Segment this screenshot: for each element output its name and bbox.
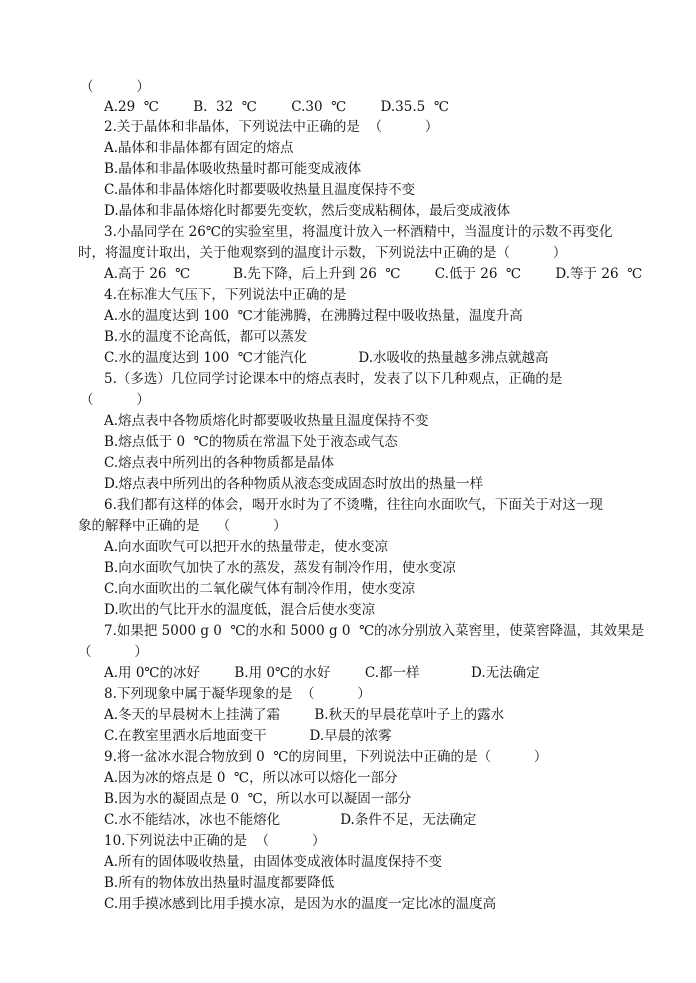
q6-option-a: A.向水面吹气可以把开水的热量带走，使水变凉 [104, 539, 389, 555]
q10-option-c: C.用手摸冰感到比用手摸水凉，是因为水的温度一定比冰的温度高 [104, 896, 497, 912]
q5-option-c: C.熔点表中所列出的各种物质都是晶体 [104, 455, 335, 471]
q2-option-d: D.晶体和非晶体熔化时都要先变软，然后变成粘稠体，最后变成液体 [104, 203, 511, 219]
q8-stem: 8.下列现象中属于凝华现象的是 （ ） [104, 686, 371, 702]
q4-option-a: A.水的温度达到 100 ℃才能沸腾，在沸腾过程中吸收热量，温度升高 [104, 308, 523, 324]
q6-stem-line1: 6.我们都有这样的体会，喝开水时为了不烫嘴，往往向水面吹气，下面关于对这一现 [104, 497, 603, 513]
q6-option-b: B.向水面吹气加快了水的蒸发，蒸发有制冷作用，使水变凉 [104, 560, 456, 576]
q5-stem: 5.（多选）几位同学讨论课本中的熔点表时，发表了以下几种观点，正确的是 [104, 371, 563, 387]
q5-option-d: D.熔点表中所列出的各种物质从液态变成固态时放出的热量一样 [104, 476, 484, 492]
q5-option-a: A.熔点表中各物质熔化时都要吸收热量且温度保持不变 [104, 413, 429, 429]
q7-options: A.用 0℃的冰好 B.用 0℃的水好 C.都一样 D.无法确定 [104, 665, 540, 681]
q1-options: A.29 ℃ B. 32 ℃ C.30 ℃ D.35.5 ℃ [104, 99, 449, 115]
q4-stem: 4.在标准大气压下，下列说法中正确的是 [104, 287, 347, 303]
q7-stem: 7.如果把 5000 g 0 ℃的水和 5000 g 0 ℃的冰分别放入菜窖里，使菜窖降温，其效果是 [104, 623, 645, 639]
q5-option-b: B.熔点低于 0 ℃的物质在常温下处于液态或气态 [104, 434, 398, 450]
q6-stem-line2: 象的解释中正确的是 （ ） [78, 518, 287, 534]
q9-options-cd: C.水不能结冰，冰也不能熔化 D.条件不足，无法确定 [104, 812, 477, 828]
q8-options-ab: A.冬天的早晨树木上挂满了霜 B.秋天的早晨花草叶子上的露水 [104, 707, 505, 723]
q3-stem-line2: 时，将温度计取出，关于他观察到的温度计示数，下列说法中正确的是（ ） [78, 245, 567, 261]
q10-stem: 10.下列说法中正确的是 （ ） [104, 833, 326, 849]
q2-stem: 2.关于晶体和非晶体，下列说法中正确的是 （ ） [104, 119, 439, 135]
q6-option-d: D.吹出的气比开水的温度低，混合后使水变凉 [104, 602, 376, 618]
q9-option-b: B.因为水的凝固点是 0 ℃，所以水可以凝固一部分 [104, 791, 412, 807]
q10-option-a: A.所有的固体吸收热量，由固体变成液体时温度保持不变 [104, 854, 443, 870]
q2-option-b: B.晶体和非晶体吸收热量时都可能变成液体 [104, 161, 362, 177]
q2-option-c: C.晶体和非晶体熔化时都要吸收热量且温度保持不变 [104, 182, 416, 198]
q9-option-a: A.因为冰的熔点是 0 ℃，所以冰可以熔化一部分 [104, 770, 398, 786]
q8-options-cd: C.在教室里洒水后地面变干 D.早晨的浓雾 [104, 728, 392, 744]
q5-answer-blank: （ ） [80, 392, 150, 408]
q4-option-b: B.水的温度不论高低，都可以蒸发 [104, 329, 308, 345]
q3-options: A.高于 26 ℃ B.先下降，后上升到 26 ℃ C.低于 26 ℃ D.等于 26 ℃ [104, 266, 643, 282]
answer-blank-line: （ ） [80, 79, 150, 95]
q7-answer-blank: （ ） [78, 644, 148, 660]
q3-stem-line1: 3.小晶同学在 26℃的实验室里，将温度计放入一杯酒精中，当温度计的示数不再变化 [104, 224, 613, 240]
q9-stem: 9.将一盆冰水混合物放到 0 ℃的房间里，下列说法中正确的是（ ） [104, 749, 548, 765]
q2-option-a: A.晶体和非晶体都有固定的熔点 [104, 140, 294, 156]
q6-option-c: C.向水面吹出的二氧化碳气体有制冷作用，使水变凉 [104, 581, 416, 597]
q4-options-cd: C.水的温度达到 100 ℃才能汽化 D.水吸收的热量越多沸点就越高 [104, 350, 549, 366]
q10-option-b: B.所有的物体放出热量时温度都要降低 [104, 875, 335, 891]
